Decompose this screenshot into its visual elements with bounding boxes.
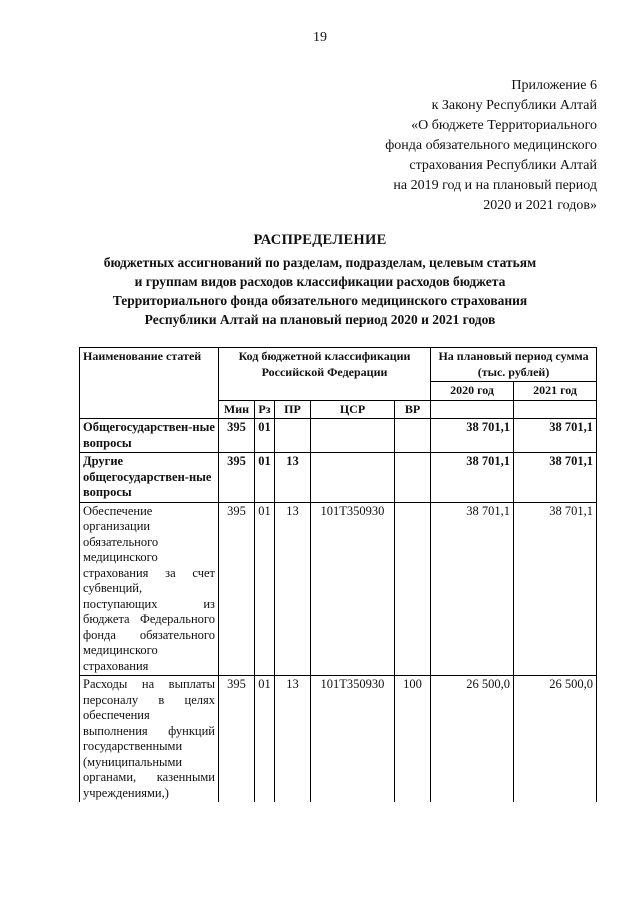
page-number: 19 [313, 30, 327, 45]
appendix-line: Приложение 6 [511, 78, 597, 93]
table-row [80, 502, 597, 676]
cell-pr: 13 [275, 453, 311, 503]
header-name: Наименование статей [80, 348, 219, 419]
appendix-line: «О бюджете Территориального [411, 118, 597, 133]
cell-rz: 01 [255, 419, 275, 453]
cell-2021: 26 500,0 [514, 676, 597, 803]
cell-rz: 01 [255, 453, 275, 503]
header-code-group: Код бюджетной классификации Российской Федерации [219, 348, 431, 401]
table-row [80, 419, 597, 453]
header-year-2020: 2020 год [431, 382, 514, 401]
cell-csr [311, 419, 395, 453]
cell-csr: 101Т350930 [311, 676, 395, 803]
header-amount-group: На плановый период сумма (тыс. рублей) [431, 348, 597, 382]
cell-vr [395, 502, 431, 676]
cell-2021: 38 701,1 [514, 419, 597, 453]
cell-2020: 38 701,1 [431, 419, 514, 453]
cell-rz: 01 [255, 676, 275, 803]
appendix-line: к Закону Республики Алтай [431, 98, 597, 113]
cell-2020: 26 500,0 [431, 676, 514, 803]
subtitle-line: и группам видов расходов классификации расходов бюджета [134, 274, 506, 289]
cell-csr: 101Т350930 [311, 502, 395, 676]
cell-2021: 38 701,1 [514, 502, 597, 676]
header-pr: ПР [275, 400, 311, 419]
cell-min: 395 [219, 676, 255, 803]
cell-min: 395 [219, 502, 255, 676]
document-subtitle [20, 253, 620, 329]
header-csr: ЦСР [311, 400, 395, 419]
cell-pr [275, 419, 311, 453]
cell-name: Обеспечение организации обязательного медицинского страхования за счет субвенций, поступающих из бюджета Федерального фонда обязательного медицинского страхования [80, 502, 219, 676]
header-rz: Рз [255, 400, 275, 419]
appendix-line: страхования Республики Алтай [409, 158, 597, 173]
header-spacer [431, 400, 514, 419]
cell-2020: 38 701,1 [431, 453, 514, 503]
subtitle-line: Территориального фонда обязательного медицинского страхования [112, 293, 528, 308]
cell-csr [311, 453, 395, 503]
table-row [80, 453, 597, 503]
header-vr: ВР [395, 400, 431, 419]
cell-name: Общегосударствен-ные вопросы [80, 419, 219, 453]
cell-vr: 100 [395, 676, 431, 803]
cell-vr [395, 419, 431, 453]
document-title: РАСПРЕДЕЛЕНИЕ [253, 232, 387, 248]
appendix-line: 2020 и 2021 годов» [483, 198, 597, 213]
subtitle-line: бюджетных ассигнований по разделам, подразделам, целевым статьям [103, 255, 537, 270]
cell-min: 395 [219, 453, 255, 503]
budget-table [79, 347, 597, 802]
cell-pr: 13 [275, 502, 311, 676]
cell-rz: 01 [255, 502, 275, 676]
cell-pr: 13 [275, 676, 311, 803]
header-spacer [514, 400, 597, 419]
table-row [80, 676, 597, 803]
cell-2021: 38 701,1 [514, 453, 597, 503]
header-year-2021: 2021 год [514, 382, 597, 401]
cell-vr [395, 453, 431, 503]
cell-min: 395 [219, 419, 255, 453]
cell-2020: 38 701,1 [431, 502, 514, 676]
appendix-note [337, 76, 597, 216]
appendix-line: фонда обязательного медицинского [385, 138, 597, 153]
cell-name: Расходы на выплаты персоналу в целях обеспечения выполнения функций государственными (муниципальными органами, казенными учреждениями,) [80, 676, 219, 803]
appendix-line: на 2019 год и на плановый период [393, 178, 597, 193]
subtitle-line: Республики Алтай на плановый период 2020 и 2021 годов [144, 312, 496, 327]
cell-name: Другие общегосударствен-ные вопросы [80, 453, 219, 503]
header-min: Мин [219, 400, 255, 419]
